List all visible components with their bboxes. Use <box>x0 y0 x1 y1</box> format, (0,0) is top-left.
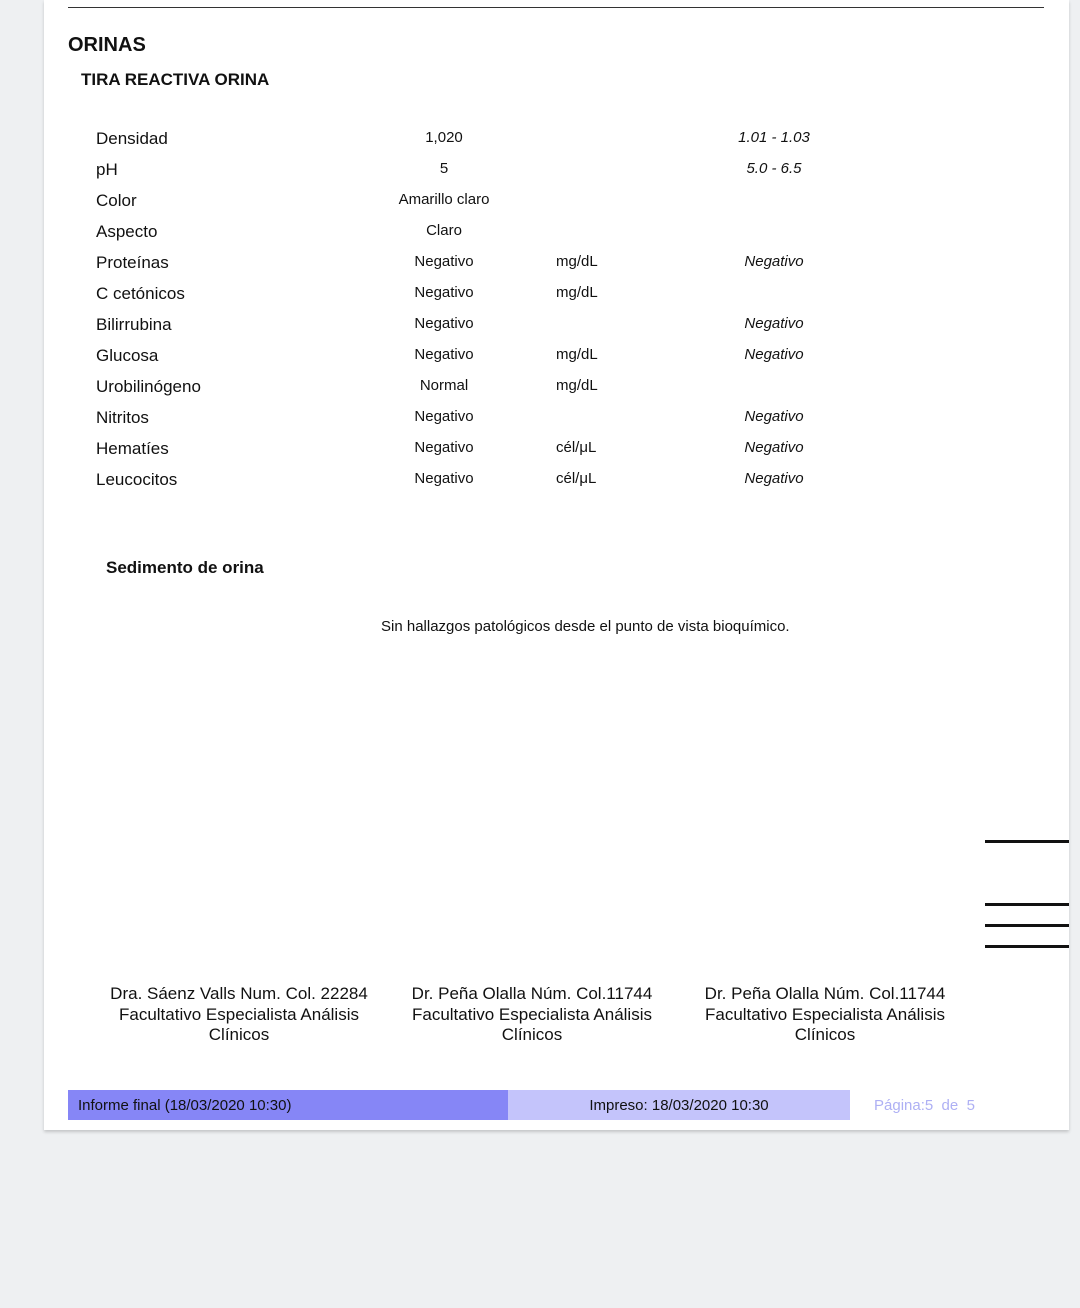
result-name: Nitritos <box>96 408 149 427</box>
signer-title: Facultativo Especialista Análisis <box>118 1004 359 1024</box>
top-divider <box>68 7 1044 8</box>
results-table <box>44 123 1069 495</box>
result-value: Normal <box>419 377 469 394</box>
result-reference: 5.0 - 6.5 <box>746 160 802 177</box>
result-name: Hematíes <box>96 439 169 458</box>
result-name: Proteínas <box>96 253 169 272</box>
result-unit: mg/dL <box>556 377 598 394</box>
result-row <box>44 123 1069 154</box>
result-name: Aspecto <box>96 222 158 241</box>
section-title: ORINAS <box>68 34 146 56</box>
signer-name: Dr. Peña Olalla Núm. Col.11744 <box>704 984 946 1003</box>
result-unit: mg/dL <box>556 346 598 363</box>
result-row <box>44 464 1069 495</box>
result-name: Densidad <box>96 129 168 148</box>
sediment-comment: Sin hallazgos patológicos desde el punto de vista bioquímico. <box>381 618 790 635</box>
result-value: Negativo <box>414 315 474 332</box>
result-reference: 1.01 - 1.03 <box>738 129 810 146</box>
result-value: 1,020 <box>425 129 463 146</box>
result-name: Bilirrubina <box>96 315 172 334</box>
result-row <box>44 154 1069 185</box>
sediment-title: Sedimento de orina <box>106 558 264 577</box>
margin-line <box>985 840 1069 843</box>
footer-bar <box>68 1090 1024 1120</box>
result-reference: Negativo <box>744 346 804 363</box>
result-value: Negativo <box>414 284 474 301</box>
report-page <box>44 0 1069 1130</box>
margin-line <box>985 903 1069 906</box>
report-status <box>68 1090 508 1120</box>
signer-title-cont: Clínicos <box>501 1025 563 1044</box>
result-name: Color <box>96 191 137 210</box>
result-name: C cetónicos <box>96 284 185 303</box>
result-unit: mg/dL <box>556 284 598 301</box>
result-value: Negativo <box>414 439 474 456</box>
report-status-text: Informe final (18/03/2020 10:30) <box>78 1097 292 1114</box>
signer-name: Dr. Peña Olalla Núm. Col.11744 <box>411 984 653 1003</box>
result-name: pH <box>96 160 118 179</box>
result-name: Glucosa <box>96 346 159 365</box>
signature <box>387 984 677 1046</box>
result-name: Leucocitos <box>96 470 178 489</box>
result-reference: Negativo <box>744 408 804 425</box>
print-date <box>508 1090 850 1120</box>
result-value: Negativo <box>414 408 474 425</box>
result-row <box>44 216 1069 247</box>
result-value: Claro <box>426 222 462 239</box>
result-row <box>44 340 1069 371</box>
result-row <box>44 309 1069 340</box>
margin-line <box>985 945 1069 948</box>
result-unit: mg/dL <box>556 253 598 270</box>
result-value: Negativo <box>414 470 474 487</box>
page-number: Página:5 de 5 <box>874 1097 975 1114</box>
print-date-text: Impreso: 18/03/2020 10:30 <box>589 1097 769 1114</box>
result-row <box>44 185 1069 216</box>
signature <box>680 984 970 1046</box>
result-name: Urobilinógeno <box>96 377 201 396</box>
result-row <box>44 371 1069 402</box>
result-reference: Negativo <box>744 439 804 456</box>
result-value: 5 <box>439 160 449 177</box>
signer-title: Facultativo Especialista Análisis <box>411 1004 652 1024</box>
subsection-title: TIRA REACTIVA ORINA <box>81 70 270 89</box>
margin-line <box>985 924 1069 927</box>
result-reference: Negativo <box>744 315 804 332</box>
result-value: Negativo <box>414 253 474 270</box>
result-row <box>44 247 1069 278</box>
result-reference: Negativo <box>744 470 804 487</box>
signer-title: Facultativo Especialista Análisis <box>704 1004 945 1024</box>
result-row <box>44 433 1069 464</box>
signer-title-cont: Clínicos <box>208 1025 270 1044</box>
result-reference: Negativo <box>744 253 804 270</box>
signature <box>94 984 384 1046</box>
signer-name: Dra. Sáenz Valls Num. Col. 22284 <box>110 984 368 1003</box>
signer-title-cont: Clínicos <box>794 1025 856 1044</box>
result-value: Amarillo claro <box>398 191 490 208</box>
result-value: Negativo <box>414 346 474 363</box>
result-row <box>44 278 1069 309</box>
result-unit: cél/μL <box>556 470 597 487</box>
result-unit: cél/μL <box>556 439 597 456</box>
result-row <box>44 402 1069 433</box>
